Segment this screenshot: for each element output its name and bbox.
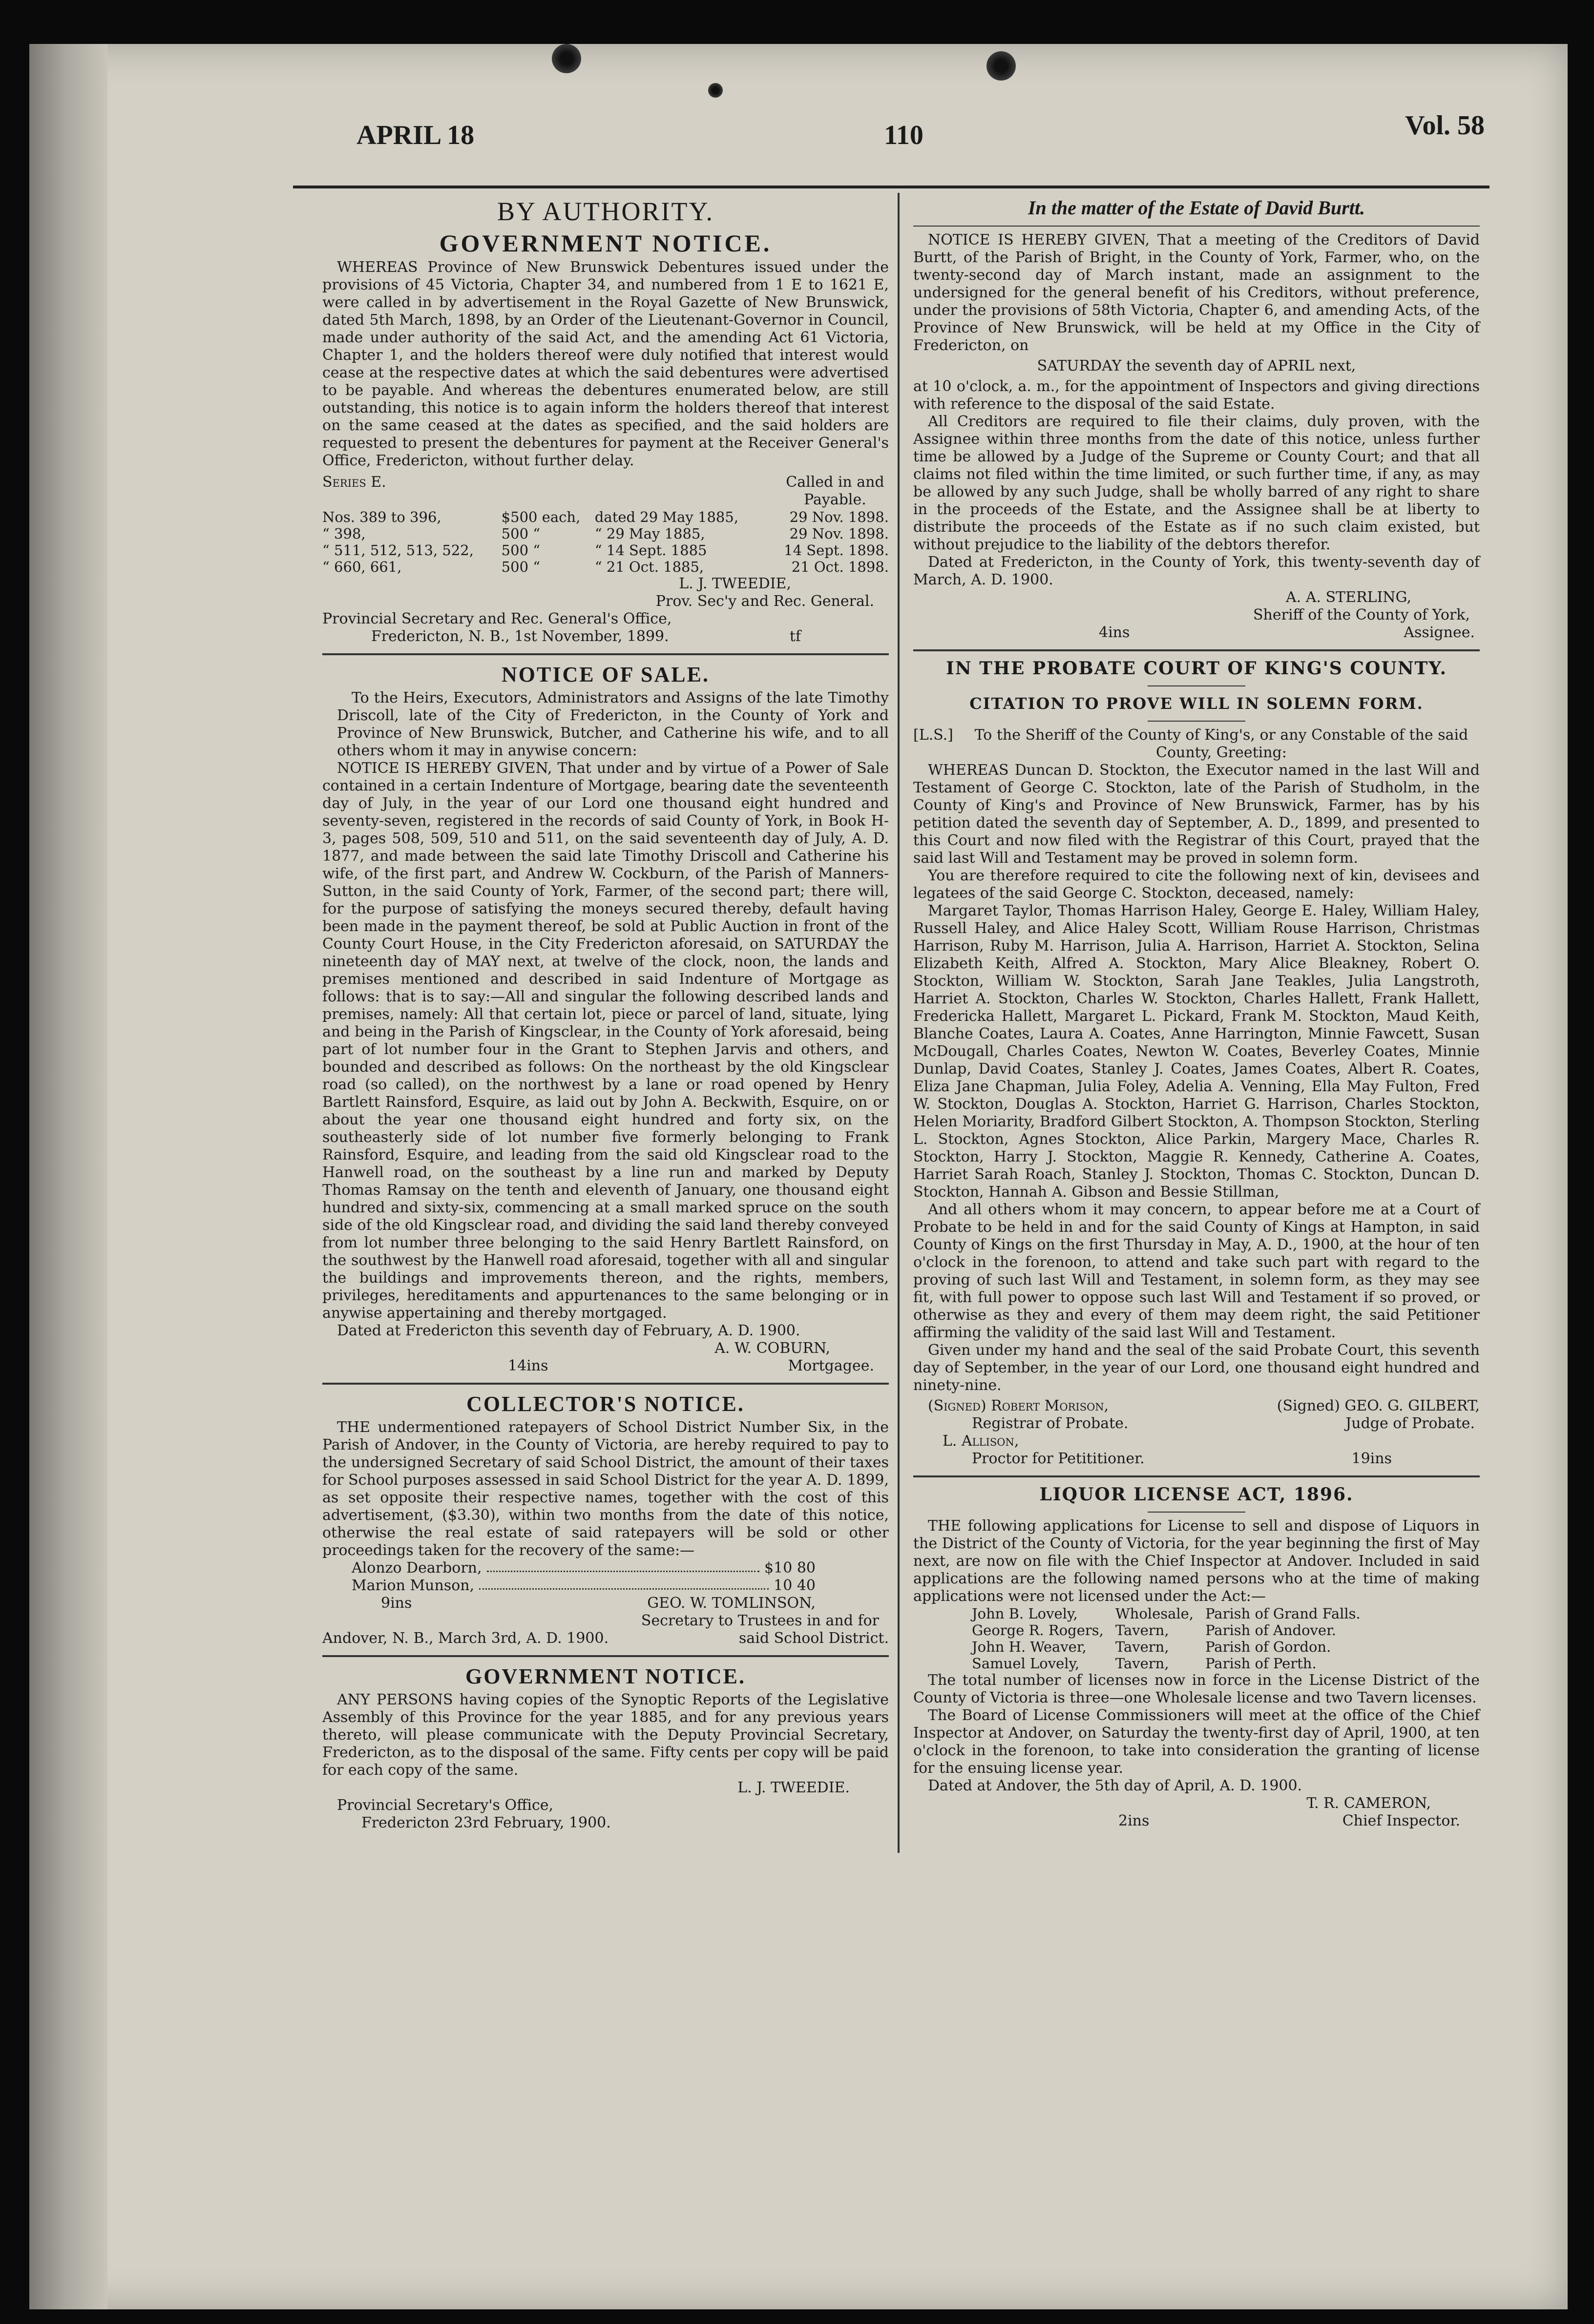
license-name: Samuel Lovely, <box>972 1655 1080 1672</box>
probate-subtitle: CITATION TO PROVE WILL IN SOLEMN FORM. <box>969 694 1424 713</box>
judge-signature: (Signed) GEO. G. GILBERT, <box>1277 1397 1480 1414</box>
signer-title: Prov. Sec'y and Rec. General. <box>655 593 874 610</box>
volume-number: Vol. 58 <box>1405 110 1485 141</box>
sale-signer: A. W. COBURN, <box>714 1340 830 1357</box>
right-column <box>913 195 1480 1830</box>
burtt-ins: 4ins <box>1099 624 1130 641</box>
sale-title: NOTICE OF SALE. <box>501 663 710 686</box>
burtt-estate-notice <box>913 195 1480 642</box>
sale-address: To the Heirs, Executors, Administrators and Assigns of the late Timothy Driscoll, late of the City of Fredericton, in the County of York and Province of New Brunswick, Butcher, and Catherine his wife, and to all others whom it may in anywise concern: <box>337 689 889 759</box>
license-parish: Parish of Grand Falls. <box>1205 1605 1361 1622</box>
liquor-body3: The Board of License Commissioners will meet at the office of the Chief Inspector at Andover, on Saturday the twenty-first day of April, 1900, at ten o'clock in the forenoon, to take into consideration the granting of license for the ensuing license year. <box>913 1707 1480 1777</box>
debenture-nos: “ 398, <box>322 525 366 542</box>
debenture-amt: 500 “ <box>501 559 541 575</box>
debenture-row <box>322 509 889 525</box>
liquor-body2: The total number of licenses now in force in the License District of the County of Victoria is three—one Wholesale license and two Tavern licenses. <box>913 1672 1480 1706</box>
issue-date: APRIL 18 <box>357 120 475 150</box>
collectors-notice <box>322 1390 889 1647</box>
license-kind: Wholesale, <box>1115 1605 1194 1622</box>
gov2-office: Provincial Secretary's Office, <box>337 1797 554 1814</box>
section-rule <box>322 653 889 655</box>
punch-hole <box>552 44 581 73</box>
gov2-body: ANY PERSONS having copies of the Synoptic Reports of the Legislative Assembly of this Province for the year 1885, and for any previous years thereto, will please communicate with the Deputy Provincial Secretary, Fredericton, as to the disposal of the same. Fifty cents per copy will be paid for each copy of the same. <box>322 1691 889 1779</box>
probate-body3: And all others whom it may concern, to appear before me at a Court of Probate to be held in and for the said County of Kings at Hampton, in said County of Kings on the first Thursday in May, A. D., 1900, at the hour of ten o'clock in the forenoon, to attend and take such part with regard to the proving of such last Will and Testament, in solemn form, as they may see fit, with full power to oppose such last Will and Testament if so proved, or otherwise as they and every of them may deem right, the said Petitioner affirming the validity of the said last Will and Testament. <box>913 1201 1480 1341</box>
license-row <box>972 1622 1372 1639</box>
probate-body4: Given under my hand and the seal of the said Probate Court, this seventh day of September, in the year of our Lord, one thousand eight hundred and ninety-nine. <box>913 1342 1480 1394</box>
license-name: John H. Weaver, <box>972 1639 1087 1655</box>
rule <box>1148 721 1245 722</box>
license-parish: Parish of Gordon. <box>1205 1639 1331 1655</box>
burtt-title: In the matter of the Estate of David Burtt. <box>1028 197 1365 219</box>
notice-title: GOVERNMENT NOTICE. <box>439 229 772 257</box>
ratepayer-name: Alonzo Dearborn, <box>352 1559 482 1577</box>
license-kind: Tavern, <box>1115 1655 1169 1672</box>
collector-district: said School District. <box>739 1630 889 1647</box>
burtt-role: Assignee. <box>1404 624 1475 641</box>
liquor-license-notice <box>913 1482 1480 1830</box>
debenture-table <box>322 509 889 575</box>
license-kind: Tavern, <box>1115 1622 1169 1639</box>
rule <box>1148 685 1245 686</box>
license-name: John B. Lovely, <box>972 1605 1078 1622</box>
section-rule <box>913 1475 1480 1477</box>
debenture-payable: 29 Nov. 1898. <box>789 525 889 542</box>
ratepayer-name: Marion Munson, <box>352 1577 475 1594</box>
debenture-payable: 21 Oct. 1898. <box>791 559 889 575</box>
liquor-signer: T. R. CAMERON, <box>1306 1795 1431 1812</box>
liquor-body: THE following applications for License to sell and dispose of Liquors in the District of the County of Victoria, for the year beginning the first of May next, are now on file with the Chief Inspector at Andover. Included in said applications are the following named persons who at the time of making applications were not licensed under the Act:— <box>913 1517 1480 1605</box>
series-label: Series E. <box>322 474 386 491</box>
section-rule <box>913 649 1480 651</box>
burtt-signer: A. A. STERLING, <box>1286 589 1411 606</box>
license-row <box>972 1655 1372 1672</box>
proctor-name: L. Allison, <box>943 1432 1019 1450</box>
government-notice-debentures <box>322 195 889 645</box>
rule <box>913 226 1480 227</box>
burtt-body3: All Creditors are required to file their claims, duly proven, with the Assignee within three months from the date of this notice, unless further time be allowed by a Judge of the Supreme or County Court; and that all claims not filed within the time limited, or such further time, if any, as may be allowed by any such Judge, shall be wholly barred of any right to share in the proceeds of the Estate, and the Assignee shall be at liberty to distribute the proceeds of the Estate as if no such claim existed, but without prejudice to the liability of the debtors therefor. <box>913 413 1480 553</box>
probate-body2: You are therefore required to cite the following next of kin, devisees and legatees of the said George C. Stockton, deceased, namely: <box>913 867 1480 902</box>
judge-title: Judge of Probate. <box>1345 1415 1475 1432</box>
collector-ins: 9ins <box>381 1595 412 1612</box>
notice-of-sale <box>322 660 889 1375</box>
rule <box>1148 1512 1245 1513</box>
probate-address: To the Sheriff of the County of King's, or any Constable of the said County, Greeting: <box>974 726 1468 761</box>
license-row <box>972 1605 1372 1622</box>
collector-body: THE undermentioned ratepayers of School District Number Six, in the Parish of Andover, in the County of Victoria, are hereby required to pay to the undersigned Secretary of said School District, the amount of their taxes for School purposes assessed in said School District for the year A. D. 1899, as set opposite their respective names, together with the cost of this advertisement, ($3.30), within two months from the date of this notice, otherwise the real estate of said ratepayers will be sold or other proceedings taken for the recovery of the same:— <box>322 1419 889 1559</box>
burtt-dated: Dated at Fredericton, in the County of York, this twenty-seventh day of March, A. D. 1900. <box>913 554 1480 588</box>
header-rule <box>293 186 1489 188</box>
proctor-title: Proctor for Petititioner. <box>972 1450 1145 1467</box>
burtt-day-line: SATURDAY the seventh day of APRIL next, <box>1037 357 1356 374</box>
insertion-mark: tf <box>789 628 801 645</box>
column-divider <box>898 193 900 1853</box>
license-table <box>972 1605 1372 1672</box>
burtt-signer-title: Sheriff of the County of York, <box>1253 606 1470 623</box>
liquor-signer-title: Chief Inspector. <box>1342 1812 1460 1829</box>
license-parish: Parish of Andover. <box>1205 1622 1336 1639</box>
gov2-signer: L. J. TWEEDIE. <box>737 1779 850 1796</box>
debenture-amt: 500 “ <box>501 542 541 559</box>
liquor-title: LIQUOR LICENSE ACT, 1896. <box>1039 1484 1354 1505</box>
seal-mark: [L.S.] <box>913 726 953 744</box>
license-name: George R. Rogers, <box>972 1622 1104 1639</box>
ratepayer-row <box>352 1577 816 1595</box>
punch-hole <box>986 51 1016 81</box>
sale-body: NOTICE IS HEREBY GIVEN, That under and by virtue of a Power of Sale contained in a certain Indenture of Mortgage, bearing date the seventeenth day of July, in the year of our Lord one thousand eight hundred and seventy-seven, registered in the records of said County of York, in Book H-3, pages 508, 509, 510 and 511, on the said seventeenth day of July, A. D. 1877, and made between the said late Timothy Driscoll and Catherine his wife, of the first part, and Andrew W. Cockburn, of the Parish of Manners-Sutton, in the said County of York, Farmer, of the second part; there will, for the purpose of satisfying the moneys secured thereby, default having been made in the payment thereof, be sold at Public Auction in front of the County Court House, in the City Fredericton aforesaid, on SATURDAY the nineteenth day of MAY next, at twelve of the clock, noon, the lands and premises mentioned and described in said Indenture of Mortgage as follows: that is to say:—All and singular the following described lands and premises, namely: All that certain lot, piece or parcel of land, situate, lying and being in the Parish of Kingsclear, in the County of York aforesaid, being part of lot number four in the Grant to Stephen Jarvis and others, and bounded and described as follows: On the northeast by the old Kingsclear road (so called), on the northwest by a lane or road opened by Henry Bartlett Rainsford, Esquire, as laid out by John A. Beckwith, Esquire, on or about the year one thousand eight hundred and forty six, on the southeasterly side of lot number five formerly belonging to Frank Rainsford, Esquire, and leading from the said old Kingsclear road to the Hanwell road, on the southeast by a line run and marked by Deputy Thomas Ramsay on the tenth and eleventh of January, one thousand eight hundred and sixty-six, commencing at a small marked spruce on the south side of the old Kingsclear road, and dividing the said land thereby conveyed from lot number three belonging to the said Henry Bartlett Rainsford, on the southwest by the Hanwell road aforesaid, together with all and singular the buildings and improvements thereon, and the rights, members, privileges, hereditaments and appurtenances to the same belonging or in anywise appertaining and thereby mortgaged. <box>322 760 889 1322</box>
debenture-amt: 500 “ <box>501 525 541 542</box>
place-date: Fredericton, N. B., 1st November, 1899. <box>371 628 669 645</box>
collector-title: COLLECTOR'S NOTICE. <box>466 1392 745 1416</box>
debenture-row <box>322 542 889 559</box>
ratepayer-amount: $10 80 <box>764 1559 816 1577</box>
debenture-dated: “ 14 Sept. 1885 <box>594 542 707 559</box>
sale-ins: 14ins <box>508 1357 548 1374</box>
license-kind: Tavern, <box>1115 1639 1169 1655</box>
notice-body: WHEREAS Province of New Brunswick Debentures issued under the provisions of 45 Victoria, Chapter 34, and numbered from 1 E to 1621 E, were called in by advertisement in the Royal Gazette of New Brunswick, dated 5th March, 1898, by an Order of the Lieutenant-Governor in Council, made under authority of the said Act, and the amending Act 61 Victoria, Chapter 1, and the holders thereof were duly notified that interest would cease at the respective dates at which the said debentures were advertised to be payable. And whereas the debentures enumerated below, are still outstanding, this notice is to again inform the holders thereof that interest on the same ceased at the dates as specified, and the said holders are requested to present the debentures for payment at the Receiver General's Office, Fredericton, without further delay. <box>322 259 889 469</box>
burtt-body2: at 10 o'clock, a. m., for the appointment of Inspectors and giving directions with reference to the disposal of the said Estate. <box>913 378 1480 413</box>
debenture-row <box>322 559 889 575</box>
ratepayer-amount: 10 40 <box>774 1577 816 1594</box>
probate-citation <box>913 656 1480 1468</box>
called-in-label: Called in and Payable. <box>786 474 884 508</box>
punch-hole <box>708 83 723 98</box>
registrar-signature: (Signed) Robert Morison, <box>928 1397 1109 1414</box>
section-rule <box>322 1655 889 1657</box>
debenture-amt: $500 each, <box>501 509 581 525</box>
page-number: 110 <box>884 120 923 150</box>
debenture-nos: “ 660, 661, <box>322 559 402 575</box>
by-authority-heading: BY AUTHORITY. <box>497 197 714 226</box>
gov2-title: GOVERNMENT NOTICE. <box>465 1664 746 1688</box>
burtt-body1: NOTICE IS HEREBY GIVEN, That a meeting of the Creditors of David Burtt, of the Parish of Bright, in the County of York, Farmer, who, on the twenty-second day of March instant, made an assignment to the undersigned for the general benefit of his Creditors, without preference, under the provisions of 58th Victoria, Chapter 6, and amending Acts, of the Province of New Brunswick, will be held at my Office in the City of Fredericton, on <box>913 231 1480 354</box>
collector-signer-title: Secretary to Trustees in and for <box>641 1612 879 1629</box>
probate-title: IN THE PROBATE COURT OF KING'S COUNTY. <box>945 658 1447 679</box>
liquor-dated: Dated at Andover, the 5th day of April, A. D. 1900. <box>928 1777 1302 1794</box>
office-line: Provincial Secretary and Rec. General's Office, <box>322 610 672 627</box>
government-notice-reports <box>322 1662 889 1832</box>
probate-ins: 19ins <box>1351 1450 1392 1467</box>
registrar-title: Registrar of Probate. <box>972 1415 1129 1432</box>
debenture-nos: “ 511, 512, 513, 522, <box>322 542 474 559</box>
sale-role: Mortgagee. <box>788 1357 874 1374</box>
binding-edge <box>29 44 107 2309</box>
collector-signer: GEO. W. TOMLINSON, <box>647 1595 816 1612</box>
leader-dots <box>479 1577 769 1590</box>
gov2-place-date: Fredericton 23rd February, 1900. <box>361 1814 611 1831</box>
debenture-payable: 14 Sept. 1898. <box>784 542 889 559</box>
debenture-dated: “ 21 Oct. 1885, <box>594 559 704 575</box>
signer-name: L. J. TWEEDIE, <box>679 575 791 592</box>
debenture-table-head <box>322 474 889 509</box>
debenture-payable: 29 Nov. 1898. <box>789 509 889 525</box>
probate-names: Margaret Taylor, Thomas Harrison Haley, George E. Haley, William Haley, Russell Haley, and Alice Haley Scott, William Rouse Harrison, Christmas Harrison, Ruby M. Harrison, Julia A. Harrison, Harriet A. Stockton, Selina Elizabeth Keith, Alfred A. Stockton, Mary Alice Bleakney, Robert O. Stockton, William W. Stockton, Sarah Jane Teakles, Julia Langstroth, Harriet A. Stockton, Charles W. Stockton, Charles Hallett, Frank Hallett, Fredericka Hallett, Margaret L. Pickard, Frank M. Stockton, Maud Keith, Blanche Coates, Laura A. Coates, Anne Harrington, Minnie Fawcett, Susan McDougall, Charles Coates, Newton W. Coates, Beverley Coates, Minnie Dunlap, David Coates, Stanley J. Coates, James Coates, Albert R. Coates, Eliza Jane Chapman, Julia Foley, Adelia A. Venning, Ella May Fulton, Fred W. Stockton, Douglas A. Stockton, Harriet G. Harrison, Charles Stockton, Helen Moriarity, Bradford Gilbert Stockton, A. Thompson Stockton, Sterling L. Stockton, Agnes Stockton, Alice Parkin, Margery Mace, Charles R. Stockton, Harry J. Stockton, Maggie R. Kennedy, Catherine A. Coates, Harriet Sarah Roach, Stanley J. Stockton, Thomas C. Stockton, Duncan D. Stockton, Hannah A. Gibson and Bessie Stillman, <box>913 902 1480 1201</box>
debenture-row <box>322 525 889 542</box>
debenture-dated: dated 29 May 1885, <box>594 509 739 525</box>
license-row <box>972 1639 1372 1655</box>
left-column <box>322 195 889 1832</box>
license-parish: Parish of Perth. <box>1205 1655 1317 1672</box>
liquor-ins: 2ins <box>1118 1812 1150 1829</box>
collector-place-date: Andover, N. B., March 3rd, A. D. 1900. <box>322 1630 609 1647</box>
ratepayer-row <box>352 1559 816 1577</box>
section-rule <box>322 1383 889 1385</box>
debenture-nos: Nos. 389 to 396, <box>322 509 441 525</box>
debenture-dated: “ 29 May 1885, <box>594 525 705 542</box>
sale-dated: Dated at Fredericton this seventh day of February, A. D. 1900. <box>337 1322 800 1339</box>
page-header <box>293 110 1489 168</box>
leader-dots <box>487 1559 759 1572</box>
probate-body1: WHEREAS Duncan D. Stockton, the Executor named in the last Will and Testament of George C. Stockton, late of the Parish of Studholm, in the County of King's and Province of New Brunswick, Farmer, has by his petition dated the seventh day of September, A. D., 1899, and presented to this Court and now filed with the Registrar of this Court, prayed that the said last Will and Testament may be proved in solemn form. <box>913 762 1480 867</box>
